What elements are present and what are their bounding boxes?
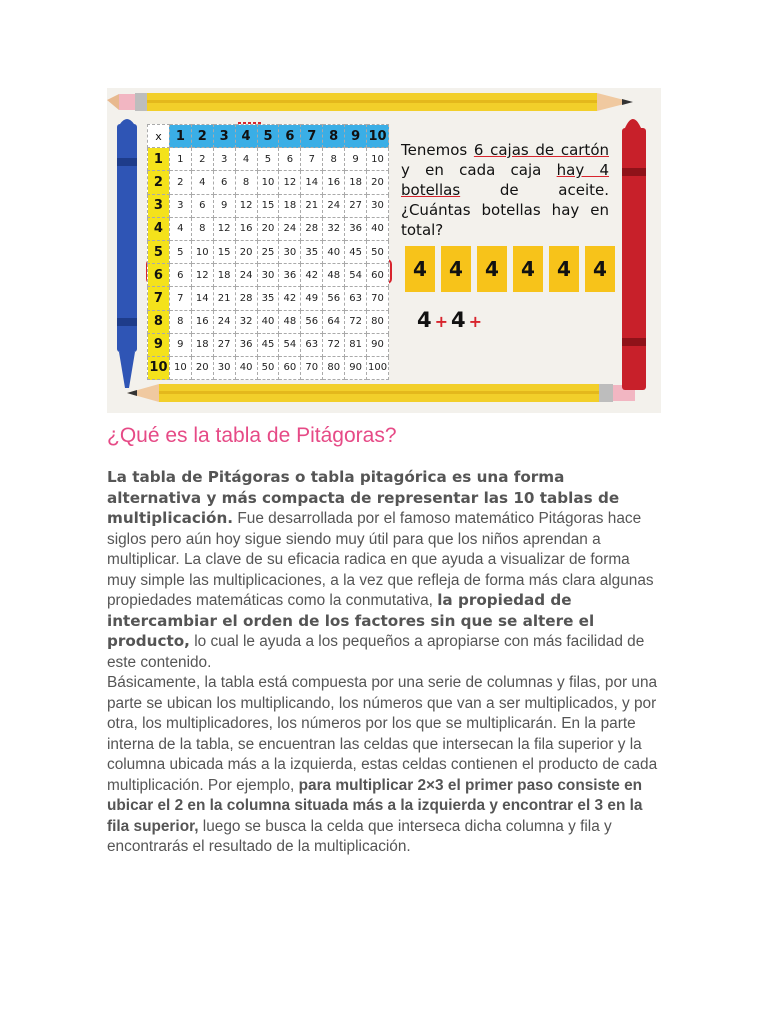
paragraph-1: La tabla de Pitágoras o tabla pitagórica es una forma alternativa y más compacta de representar las 10 tablas de multiplicación. Fue desarrollada por el famoso matemático Pitágoras hace siglos pero aún hoy sigue siendo muy útil para que los niños aprendan a multiplicar. La clave de su eficacia radica en que ayuda a visualizar de forma muy simple las multiplicaciones, a la vez que refleja de forma más clara algunas propiedades matemáticas como la conmutativa, la propiedad de intercambiar el orden de los factores sin que se altere el producto, lo cual le ayuda a los pequeños a apropiarse con más facilidad de este contenido. <box>107 468 654 671</box>
grid-cell: 10 <box>169 356 191 379</box>
grid-row <box>148 171 389 194</box>
grid-cell: 32 <box>235 310 257 333</box>
grid-cell: 28 <box>301 217 323 240</box>
grid-cell: 24 <box>235 264 257 287</box>
grid-header-cell: 2 <box>191 125 213 148</box>
grid-cell: 42 <box>279 287 301 310</box>
grid-cell: 5 <box>257 148 279 171</box>
grid-cell: 6 <box>169 264 191 287</box>
grid-row <box>148 310 389 333</box>
grid-row <box>148 287 389 310</box>
grid-cell: 18 <box>279 194 301 217</box>
grid-cell: 24 <box>279 217 301 240</box>
grid-cell: 12 <box>213 217 235 240</box>
grid-cell: 8 <box>323 148 345 171</box>
grid-header-cell: 8 <box>323 125 345 148</box>
grid-cell: 72 <box>323 333 345 356</box>
grid-cell: 63 <box>345 287 367 310</box>
grid-cell: 30 <box>279 240 301 263</box>
article-title: ¿Qué es la tabla de Pitágoras? <box>107 424 397 447</box>
grid-cell: 2 <box>169 171 191 194</box>
grid-cell: 80 <box>323 356 345 379</box>
grid-row-header: 8 <box>148 310 170 333</box>
grid-cell: 56 <box>323 287 345 310</box>
grid-cell: 3 <box>169 194 191 217</box>
grid-cell: 2 <box>191 148 213 171</box>
grid-cell: 54 <box>345 264 367 287</box>
grid-cell: 4 <box>191 171 213 194</box>
grid-cell: 54 <box>279 333 301 356</box>
grid-cell: 12 <box>235 194 257 217</box>
grid-cell: 30 <box>367 194 389 217</box>
bottom-pencil <box>127 384 635 402</box>
grid-header-cell: 6 <box>279 125 301 148</box>
grid-cell: 70 <box>301 356 323 379</box>
grid-row-header: 4 <box>148 217 170 240</box>
grid-cell: 72 <box>345 310 367 333</box>
grid-cell: 4 <box>235 148 257 171</box>
grid-header-cell: 1 <box>169 125 191 148</box>
grid-row-header: 3 <box>148 194 170 217</box>
grid-cell: 24 <box>213 310 235 333</box>
grid-row-header: 6 <box>148 264 170 287</box>
grid-cell: 1 <box>169 148 191 171</box>
grid-header-cell: 9 <box>345 125 367 148</box>
grid-cell: 7 <box>301 148 323 171</box>
grid-row-header: 1 <box>148 148 170 171</box>
grid-cell: 50 <box>367 240 389 263</box>
grid-cell: 12 <box>279 171 301 194</box>
grid-cell: 48 <box>279 310 301 333</box>
box-5: 4 <box>549 246 579 292</box>
grid-cell: 48 <box>323 264 345 287</box>
grid-cell: 36 <box>279 264 301 287</box>
article-body <box>107 468 663 858</box>
paragraph-2: Básicamente, la tabla está compuesta por una serie de columnas y filas, por una parte se ubican los multiplicando, los números que van a ser multiplicados, y por otra, los multiplicadores, los números por los que se multiplicarán. En la parte interna de la tabla, se encuentran las celdas que intersecan la fila superior y la columna ubicada más a la izquierda, estas celdas contienen el producto de cada multiplicación. Por ejemplo, para multiplicar 2×3 el primer paso consiste en ubicar el 2 en la columna situada más a la izquierda y encontrar el 3 en la fila superior, luego se busca la celda que interseca dicha columna y fila y encontrarás el resultado de la multiplicación. <box>107 674 658 855</box>
grid-cell: 9 <box>345 148 367 171</box>
grid-cell: 16 <box>191 310 213 333</box>
grid-cell: 4 <box>169 217 191 240</box>
grid-cell: 64 <box>323 310 345 333</box>
grid-cell: 35 <box>301 240 323 263</box>
grid-row-header: 2 <box>148 171 170 194</box>
red-crayon <box>622 119 646 390</box>
grid-cell: 10 <box>191 240 213 263</box>
grid-cell: 18 <box>191 333 213 356</box>
grid-cell: 18 <box>213 264 235 287</box>
grid-cell: 45 <box>257 333 279 356</box>
grid-cell: 60 <box>367 264 389 287</box>
grid-row <box>148 240 389 263</box>
grid-corner-x: x <box>148 125 170 148</box>
grid-cell: 81 <box>345 333 367 356</box>
pythagoras-table-illustration <box>107 88 661 413</box>
grid-cell: 21 <box>213 287 235 310</box>
grid-cell: 30 <box>213 356 235 379</box>
grid-cell: 21 <box>301 194 323 217</box>
top-pencil <box>107 93 633 111</box>
grid-cell: 14 <box>191 287 213 310</box>
grid-cell: 36 <box>345 217 367 240</box>
grid-cell: 9 <box>213 194 235 217</box>
grid-header-row <box>148 125 389 148</box>
grid-cell: 20 <box>367 171 389 194</box>
grid-row <box>148 217 389 240</box>
word-problem: Tenemos 6 cajas de cartón y en cada caja hay 4 botellas de aceite. ¿Cuántas botellas hay en total? <box>401 141 610 239</box>
grid-cell: 20 <box>235 240 257 263</box>
bottle-boxes <box>405 246 615 292</box>
box-6: 4 <box>585 246 615 292</box>
grid-cell: 27 <box>345 194 367 217</box>
grid-cell: 3 <box>213 148 235 171</box>
grid-cell: 28 <box>235 287 257 310</box>
grid-header-cell: 10 <box>367 125 389 148</box>
grid-cell: 40 <box>235 356 257 379</box>
grid-cell: 6 <box>191 194 213 217</box>
grid-cell: 9 <box>169 333 191 356</box>
grid-cell: 20 <box>191 356 213 379</box>
grid-cell: 14 <box>301 171 323 194</box>
box-3: 4 <box>477 246 507 292</box>
grid-cell: 8 <box>191 217 213 240</box>
grid-cell: 16 <box>235 217 257 240</box>
grid-cell: 36 <box>235 333 257 356</box>
grid-row <box>148 194 389 217</box>
grid-row-header: 7 <box>148 287 170 310</box>
multiplication-grid <box>147 124 389 380</box>
grid-cell: 30 <box>257 264 279 287</box>
grid-cell: 40 <box>367 217 389 240</box>
grid-cell: 42 <box>301 264 323 287</box>
grid-cell: 60 <box>279 356 301 379</box>
grid-row <box>148 356 389 379</box>
grid-cell: 8 <box>235 171 257 194</box>
grid-cell: 50 <box>257 356 279 379</box>
grid-cell: 5 <box>169 240 191 263</box>
grid-row-header: 10 <box>148 356 170 379</box>
grid-cell: 24 <box>323 194 345 217</box>
grid-cell: 70 <box>367 287 389 310</box>
grid-cell: 15 <box>257 194 279 217</box>
box-2: 4 <box>441 246 471 292</box>
grid-row <box>148 333 389 356</box>
grid-cell: 27 <box>213 333 235 356</box>
grid-cell: 15 <box>213 240 235 263</box>
grid-cell: 12 <box>191 264 213 287</box>
grid-row-header: 9 <box>148 333 170 356</box>
grid-header-cell: 4 <box>235 125 257 148</box>
grid-cell: 18 <box>345 171 367 194</box>
grid-cell: 32 <box>323 217 345 240</box>
grid-cell: 25 <box>257 240 279 263</box>
grid-cell: 80 <box>367 310 389 333</box>
grid-cell: 90 <box>367 333 389 356</box>
grid-row <box>148 264 389 287</box>
grid-cell: 100 <box>367 356 389 379</box>
grid-cell: 16 <box>323 171 345 194</box>
grid-cell: 63 <box>301 333 323 356</box>
grid-cell: 56 <box>301 310 323 333</box>
grid-cell: 40 <box>323 240 345 263</box>
sum-expression: 4 + 4 + <box>417 308 483 332</box>
blue-crayon <box>117 119 137 388</box>
grid-cell: 49 <box>301 287 323 310</box>
grid-cell: 10 <box>257 171 279 194</box>
grid-row <box>148 148 389 171</box>
grid-cell: 10 <box>367 148 389 171</box>
grid-row-header: 5 <box>148 240 170 263</box>
grid-cell: 6 <box>213 171 235 194</box>
grid-cell: 8 <box>169 310 191 333</box>
box-4: 4 <box>513 246 543 292</box>
grid-cell: 40 <box>257 310 279 333</box>
grid-cell: 7 <box>169 287 191 310</box>
grid-header-cell: 7 <box>301 125 323 148</box>
grid-header-cell: 5 <box>257 125 279 148</box>
box-1: 4 <box>405 246 435 292</box>
grid-cell: 45 <box>345 240 367 263</box>
grid-cell: 35 <box>257 287 279 310</box>
grid-cell: 6 <box>279 148 301 171</box>
grid-header-cell: 3 <box>213 125 235 148</box>
grid-cell: 20 <box>257 217 279 240</box>
grid-cell: 90 <box>345 356 367 379</box>
